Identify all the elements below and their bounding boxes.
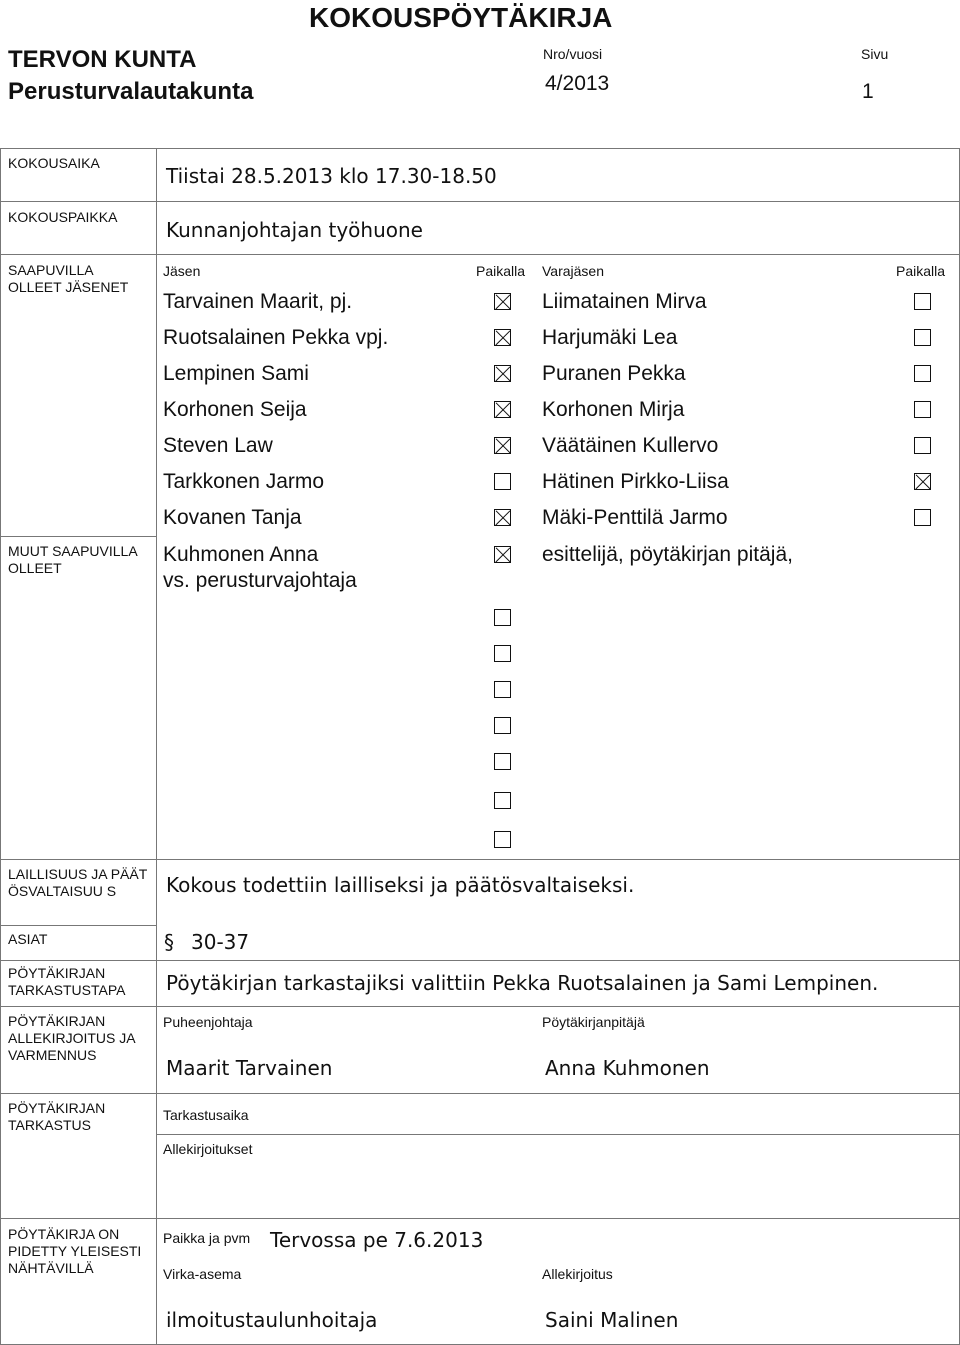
- deputy-present-checkbox[interactable]: [914, 509, 931, 526]
- inspection-method-text: Pöytäkirjan tarkastajiksi valittiin Pekka Ruotsalainen ja Sami Lempinen.: [166, 971, 879, 995]
- deputy-present-checkbox[interactable]: [914, 293, 931, 310]
- member-name: Tarkkonen Jarmo: [163, 470, 325, 493]
- committee-name: Perusturvalautakunta: [8, 78, 254, 105]
- deputy-name: Puranen Pekka: [542, 362, 686, 385]
- col-member: Jäsen: [163, 263, 201, 279]
- deputy-name: Mäki-Penttilä Jarmo: [542, 506, 728, 529]
- label-present-members: SAAPUVILLA OLLEET JÄSENET: [8, 262, 129, 295]
- organization-name: TERVON KUNTA: [8, 46, 197, 73]
- member-present-checkbox[interactable]: [494, 509, 511, 526]
- empty-checkbox[interactable]: [494, 753, 511, 770]
- meeting-place: Kunnanjohtajan työhuone: [166, 218, 423, 242]
- inspection-time-label: Tarkastusaika: [163, 1107, 249, 1123]
- label-signatures: PÖYTÄKIRJAN ALLEKIRJOITUS JA VARMENNUS: [8, 1013, 135, 1063]
- member-name: Kovanen Tanja: [163, 506, 302, 529]
- empty-checkbox[interactable]: [494, 717, 511, 734]
- signature-label: Allekirjoitus: [542, 1266, 613, 1282]
- place-date-label: Paikka ja pvm: [163, 1230, 251, 1246]
- empty-checkbox[interactable]: [494, 681, 511, 698]
- empty-checkbox[interactable]: [494, 792, 511, 809]
- place-date-value: Tervossa pe 7.6.2013: [270, 1228, 484, 1252]
- chair-label: Puheenjohtaja: [163, 1014, 253, 1030]
- legality-text: Kokous todettiin lailliseksi ja päätösvaltaiseksi.: [166, 873, 635, 897]
- inspection-signatures-label: Allekirjoitukset: [163, 1141, 253, 1157]
- meeting-time: Tiistai 28.5.2013 klo 17.30-18.50: [166, 164, 497, 188]
- other-role: esittelijä, pöytäkirjan pitäjä,: [542, 543, 793, 566]
- col-deputy-present: Paikalla: [896, 263, 946, 279]
- member-present-checkbox[interactable]: [494, 365, 511, 382]
- member-present-checkbox[interactable]: [494, 329, 511, 346]
- member-name: Korhonen Seija: [163, 398, 307, 421]
- member-name: Tarvainen Maarit, pj.: [163, 290, 353, 313]
- label-meeting-place: KOKOUSPAIKKA: [8, 209, 118, 225]
- label-inspection: PÖYTÄKIRJAN TARKASTUS: [8, 1100, 106, 1133]
- signature-value: Saini Malinen: [545, 1308, 679, 1332]
- secretary-label: Pöytäkirjanpitäjä: [542, 1014, 645, 1030]
- other-title: vs. perusturvajohtaja: [163, 569, 357, 592]
- empty-checkbox[interactable]: [494, 609, 511, 626]
- label-public-display: PÖYTÄKIRJA ON PIDETTY YLEISESTI NÄHTÄVILLÄ: [8, 1226, 142, 1276]
- deputy-name: Harjumäki Lea: [542, 326, 678, 349]
- page-value: 1: [862, 80, 874, 103]
- section-symbol: §: [164, 930, 174, 954]
- other-name: Kuhmonen Anna: [163, 543, 319, 566]
- deputy-present-checkbox[interactable]: [914, 437, 931, 454]
- label-meeting-time: KOKOUSAIKA: [8, 155, 100, 171]
- member-name: Lempinen Sami: [163, 362, 309, 385]
- items-range: 30-37: [191, 930, 250, 954]
- member-present-checkbox[interactable]: [494, 401, 511, 418]
- deputy-name: Väätäinen Kullervo: [542, 434, 719, 457]
- empty-checkbox[interactable]: [494, 831, 511, 848]
- deputy-present-checkbox[interactable]: [914, 329, 931, 346]
- number-label: Nro/vuosi: [543, 46, 603, 62]
- col-present: Paikalla: [476, 263, 526, 279]
- number-value: 4/2013: [545, 72, 610, 95]
- label-inspection-method: PÖYTÄKIRJAN TARKASTUSTAPA: [8, 965, 126, 998]
- deputy-name: Hätinen Pirkko-Liisa: [542, 470, 729, 493]
- page-label: Sivu: [861, 46, 889, 62]
- deputy-present-checkbox[interactable]: [914, 473, 931, 490]
- deputy-present-checkbox[interactable]: [914, 401, 931, 418]
- deputy-present-checkbox[interactable]: [914, 365, 931, 382]
- office-label: Virka-asema: [163, 1266, 242, 1282]
- office-value: ilmoitustaulunhoitaja: [166, 1308, 378, 1332]
- member-name: Ruotsalainen Pekka vpj.: [163, 326, 389, 349]
- label-items: ASIAT: [8, 931, 48, 947]
- label-other-present: MUUT SAAPUVILLA OLLEET: [8, 543, 137, 576]
- deputy-name: Liimatainen Mirva: [542, 290, 707, 313]
- other-present-checkbox[interactable]: [494, 546, 511, 563]
- label-legality: LAILLISUUS JA PÄÄTÖSVALTAISUU S: [8, 866, 148, 899]
- member-name: Steven Law: [163, 434, 273, 457]
- deputy-name: Korhonen Mirja: [542, 398, 685, 421]
- empty-checkbox[interactable]: [494, 645, 511, 662]
- document-title: KOKOUSPÖYTÄKIRJA: [309, 2, 613, 33]
- member-present-checkbox[interactable]: [494, 437, 511, 454]
- col-deputy: Varajäsen: [542, 263, 605, 279]
- member-present-checkbox[interactable]: [494, 473, 511, 490]
- chair-name: Maarit Tarvainen: [166, 1056, 333, 1080]
- member-present-checkbox[interactable]: [494, 293, 511, 310]
- secretary-name: Anna Kuhmonen: [545, 1056, 710, 1080]
